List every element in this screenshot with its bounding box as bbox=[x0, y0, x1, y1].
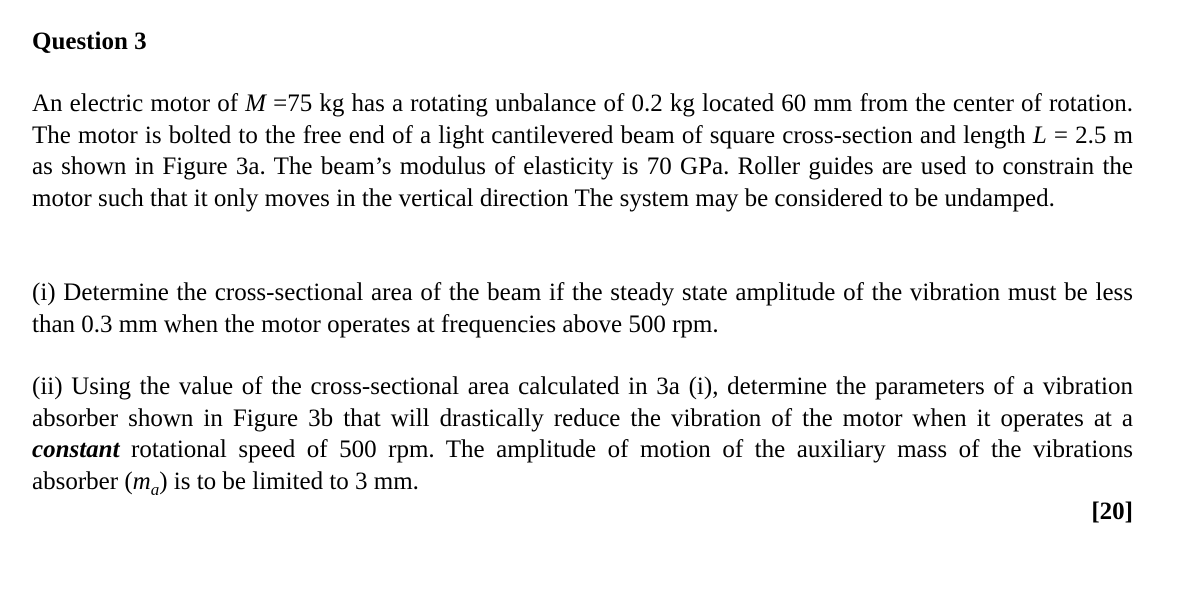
part-ii-text bbox=[32, 371, 1133, 497]
part-ii-text-3: ) is to be limited to 3 mm. bbox=[159, 467, 419, 495]
statement-text-3: = 2.5 m as shown in Figure 3a. The beam’s modulus of elasticity is 70 GPa. Roller guides are used to constrain the motor such that it only moves in the vertical direction The system may be considered to be undamped. bbox=[32, 121, 1134, 212]
marks-total: [20] bbox=[1091, 498, 1133, 525]
part-ii-text-2: rotational speed of 500 rpm. The amplitude of motion of the auxiliary mass of the vibrations absorber ( bbox=[32, 436, 1133, 495]
variable-m: m bbox=[132, 467, 151, 495]
emphasis-constant: constant bbox=[32, 436, 120, 463]
variable-subscript-a: a bbox=[150, 479, 160, 499]
variable-L: L bbox=[1032, 121, 1047, 149]
problem-statement bbox=[32, 88, 1133, 214]
statement-text-2: =75 kg has a rotating unbalance of 0.2 kg located 60 mm from the center of rotation. The motor is bolted to the free end of a light cantilevered beam of square cross-section and length bbox=[32, 90, 1133, 149]
variable-M: M bbox=[245, 90, 266, 117]
part-i-text: (i) Determine the cross-sectional area of the beam if the steady state amplitude of the vibration must be less than 0.3 mm when the motor operates at frequencies above 500 rpm. bbox=[32, 279, 1133, 338]
question-title: Question 3 bbox=[32, 28, 147, 55]
part-ii-text-1: (ii) Using the value of the cross-sectional area calculated in 3a (i), determine the parameters of a vibration absorber shown in Figure 3b that will drastically reduce the vibration of the motor when it operates at a bbox=[32, 373, 1133, 432]
statement-text-1: An electric motor of bbox=[32, 90, 246, 117]
